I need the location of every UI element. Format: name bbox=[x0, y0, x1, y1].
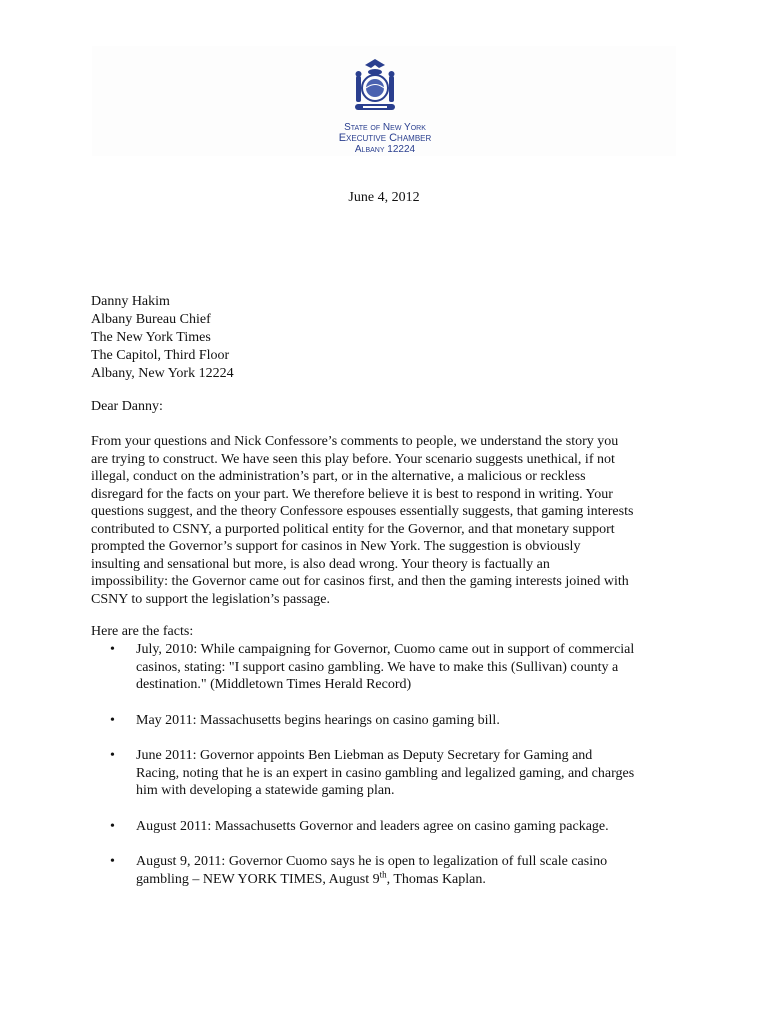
address-line: Danny Hakim bbox=[91, 294, 170, 309]
paragraph-line: disregard for the facts on your part. We therefore believe it is best to respond in writing. Your bbox=[91, 486, 613, 502]
bullet-icon: • bbox=[110, 748, 115, 763]
address-line: The Capitol, Third Floor bbox=[91, 348, 230, 363]
salutation: Dear Danny: bbox=[91, 399, 163, 414]
list-item-line: July, 2010: While campaigning for Governor, Cuomo came out in support of commercial bbox=[136, 642, 635, 657]
list-item-line: June 2011: Governor appoints Ben Liebman as Deputy Secretary for Gaming and bbox=[136, 748, 593, 763]
list-item-line: August 2011: Massachusetts Governor and leaders agree on casino gaming package. bbox=[136, 818, 609, 834]
paragraph-line: impossibility: the Governor came out for casinos first, and then the gaming interests joined with bbox=[91, 574, 629, 589]
list-item bbox=[110, 818, 690, 836]
paragraph-line: questions suggest, and the theory Confessore espouses essentially suggests, that gaming interests bbox=[91, 504, 634, 519]
address-line: The New York Times bbox=[91, 330, 211, 345]
list-item bbox=[110, 853, 690, 888]
list-item bbox=[110, 747, 690, 800]
letterhead-city: Albany 12224 bbox=[354, 144, 416, 155]
address-line: Albany, New York 12224 bbox=[91, 366, 234, 381]
list-item bbox=[110, 712, 690, 730]
bullet-icon: • bbox=[110, 854, 115, 869]
paragraph-line: are trying to construct. We have seen this play before. Your scenario suggests unethical, if not bbox=[91, 451, 615, 467]
list-item-line: destination." (Middletown Times Herald Record) bbox=[136, 677, 412, 692]
list-item-line bbox=[136, 868, 690, 889]
list-item-line: casinos, stating: "I support casino gambling. We have to make this (Sullivan) county a bbox=[136, 659, 619, 675]
list-item-line: Racing, noting that he is an expert in casino gambling and legalized gaming, and charges bbox=[136, 765, 635, 781]
citation-author: , Thomas Kaplan. bbox=[386, 871, 486, 887]
paragraph-line: insulting and sensational but more, is also dead wrong. Your theory is factually an bbox=[91, 556, 550, 572]
letterhead-text bbox=[300, 122, 470, 155]
bullet-icon: • bbox=[110, 642, 115, 657]
paragraph-line: prompted the Governor’s support for casinos in New York. The suggestion is obviously bbox=[91, 539, 581, 554]
paragraph-line: illegal, conduct on the administration’s part, or in the alternative, a malicious or reckless bbox=[91, 469, 586, 484]
letterhead-chamber: Executive Chamber bbox=[338, 132, 432, 144]
bullet-icon: • bbox=[110, 712, 115, 728]
list-item bbox=[110, 641, 690, 694]
state-seal-icon bbox=[349, 56, 401, 116]
list-item-line: him with developing a statewide gaming plan. bbox=[136, 783, 395, 798]
paragraph-line: contributed to CSNY, a purported political entity for the Governor, and that monetary support bbox=[91, 521, 615, 537]
facts-heading: Here are the facts: bbox=[91, 624, 194, 639]
letterhead-state: State of New York bbox=[344, 122, 426, 133]
facts-list bbox=[110, 641, 690, 906]
letter-date: June 4, 2012 bbox=[348, 190, 420, 205]
list-item-line: May 2011: Massachusetts begins hearings on casino gaming bill. bbox=[136, 712, 500, 728]
recipient-address bbox=[91, 293, 234, 383]
address-line: Albany Bureau Chief bbox=[91, 312, 211, 327]
list-item-line: August 9, 2011: Governor Cuomo says he is open to legalization of full scale casino bbox=[136, 854, 608, 869]
paragraph-line: From your questions and Nick Confessore’s comments to people, we understand the story you bbox=[91, 434, 619, 449]
bullet-icon: • bbox=[110, 818, 115, 834]
ordinal-suffix: th bbox=[379, 868, 387, 879]
paragraph-line: CSNY to support the legislation’s passage. bbox=[91, 591, 331, 607]
body-paragraph bbox=[91, 433, 691, 608]
citation-text: gambling – NEW YORK TIMES, August 9 bbox=[136, 871, 380, 887]
